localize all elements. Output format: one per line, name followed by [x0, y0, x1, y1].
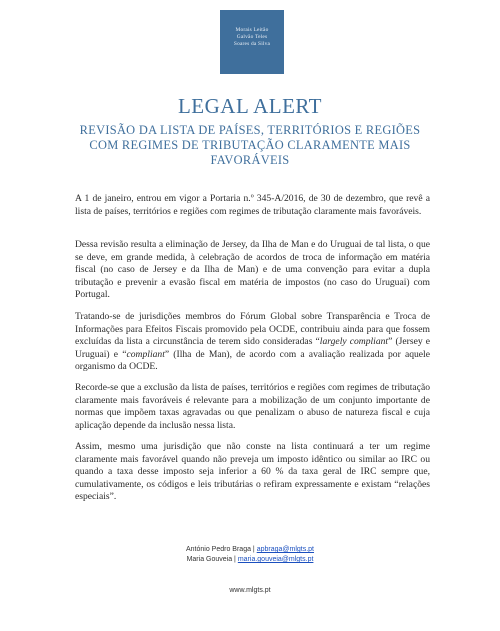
contacts-block: [120, 545, 380, 565]
paragraph: Recorde-se que a exclusão da lista de países, territórios e regiões com regimes de tributação claramente mais favoráveis é relevante para a mobilização de um conjunto importante de normas que impõem taxas agravadas ou que penalizam o abuso de natureza fiscal e cuja aplicação depende da inclusão nessa lista.: [75, 382, 430, 431]
website-link[interactable]: www.mlgts.pt: [229, 587, 271, 594]
paragraph-text: ” (Jersey e Uruguai) e “: [75, 336, 430, 360]
paragraph-text: Tratando-se de jurisdições membros do Fórum Global sobre Transparência e Troca de Informações para Efeitos Fiscais promovido pela OCDE, contribuiu ainda para que fossem excluídas da lista a circunstância de terem sido consideradas “: [75, 311, 430, 348]
separator: |: [232, 556, 238, 563]
separator: |: [250, 546, 257, 553]
paragraph: A 1 de janeiro, entrou em vigor a Portaria n.º 345-A/2016, de 30 de dezembro, que revê a lista de países, territórios e regiões com regimes de tributação claramente mais favoráveis.: [75, 193, 430, 217]
emphasis-text: largely compliant: [319, 336, 389, 348]
paragraph: [75, 311, 430, 374]
contact-name: António Pedro Braga: [185, 546, 251, 553]
firm-logo: [220, 10, 284, 74]
contact-name: Maria Gouveia: [186, 556, 233, 563]
email-link[interactable]: apbraga@mlgts.pt: [256, 546, 315, 553]
paragraph-text: ” (Ilha de Man), de acordo com a avaliação realizada por aquele organismo da OCDE.: [75, 348, 430, 373]
page-subtitle: REVISÃO DA LISTA DE PAÍSES, TERRITÓRIOS E REGIÕES COM REGIMES DE TRIBUTAÇÃO CLARAMENTE MAIS FAVORÁVEIS: [79, 123, 421, 167]
logo-line: Soares da Silva: [233, 41, 271, 47]
contact-line: [120, 545, 380, 555]
page-title: LEGAL ALERT: [177, 94, 323, 118]
email-link[interactable]: maria.gouveia@mlgts.pt: [237, 556, 314, 563]
emphasis-text: compliant: [126, 348, 165, 360]
logo-line: Morais Leitão: [235, 27, 269, 33]
paragraph: Dessa revisão resulta a eliminação de Jersey, da Ilha de Man e do Uruguai de tal lista, o que se deve, em grande medida, à celebração de acordos de troca de informação em matéria fiscal (no caso de Jersey e da Ilha de Man) e de uma convenção para evitar a dupla tributação e prevenir a evasão fiscal em matéria de impostos (no caso do Uruguai) com Portugal.: [75, 239, 430, 301]
paragraph: Assim, mesmo uma jurisdição que não conste na lista continuará a ter um regime claramente mais favorável quando não preveja um imposto idêntico ou similar ao IRC ou quando a taxa desse imposto seja inferior a 60 % da taxa geral de IRC sempre que, cumulativamente, os códigos e leis tributárias o refiram expressamente e existam “relações especiais”.: [75, 441, 430, 503]
logo-line: Galvão Teles: [236, 34, 268, 40]
contact-line: [120, 555, 380, 565]
